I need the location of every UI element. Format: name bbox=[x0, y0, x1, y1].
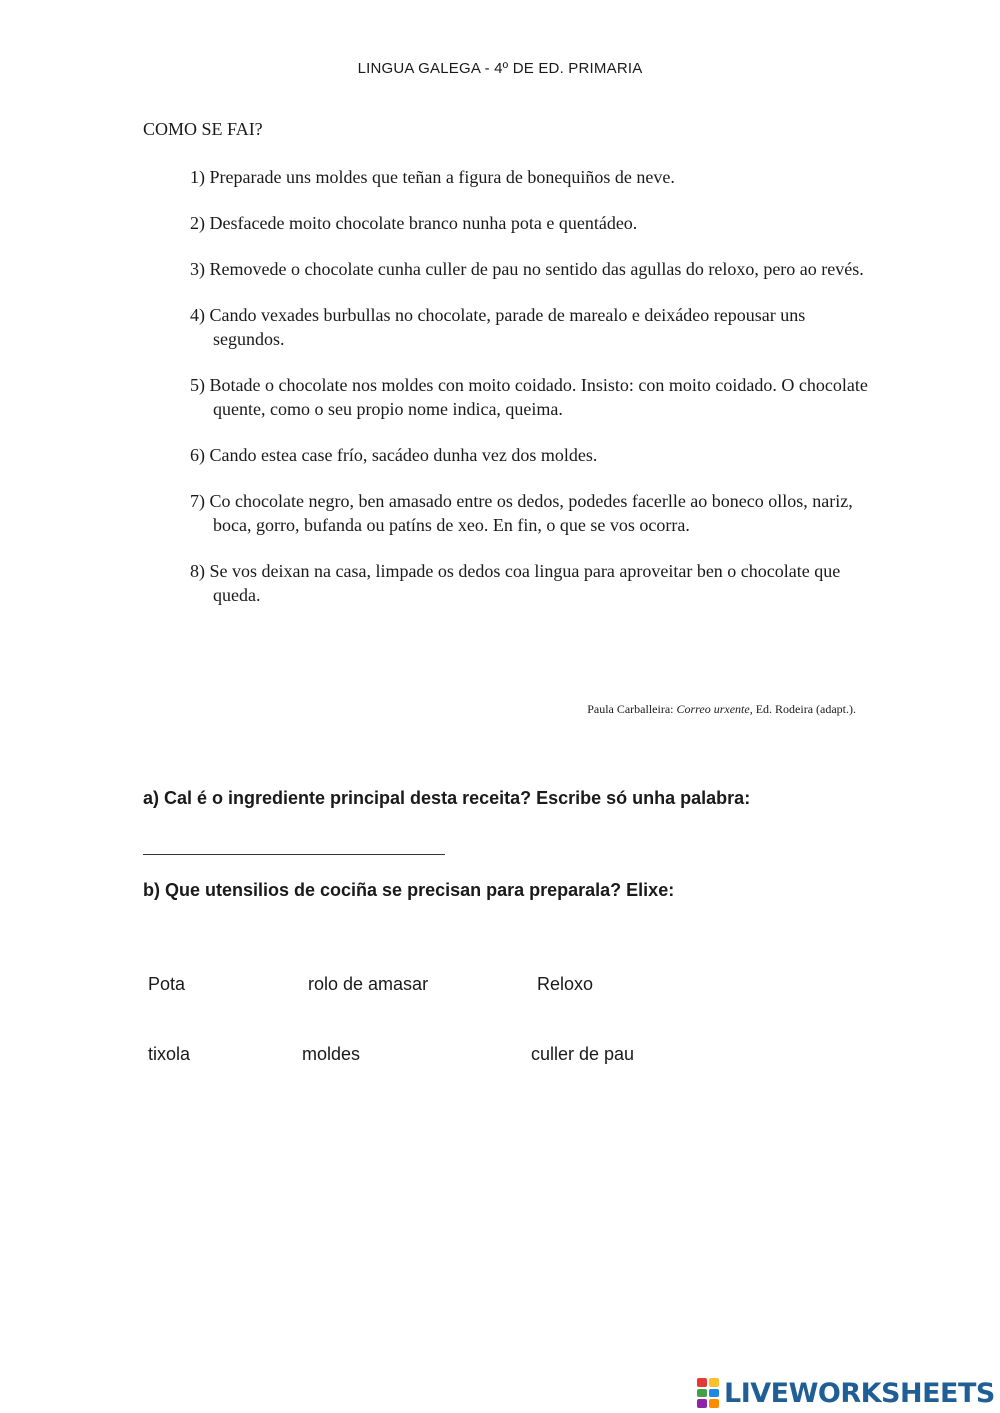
logo-tile bbox=[697, 1399, 707, 1408]
logo-tile bbox=[697, 1389, 707, 1398]
question-b: b) Que utensilios de cociña se precisan para preparala? Elixe: bbox=[143, 880, 675, 900]
citation-book: Correo urxente, bbox=[676, 702, 753, 716]
option-culler-de-pau[interactable]: culler de pau bbox=[531, 1044, 635, 1064]
page-header: LINGUA GALEGA - 4º DE ED. PRIMARIA bbox=[357, 60, 643, 77]
logo-tile bbox=[697, 1378, 707, 1387]
option-pota[interactable]: Pota bbox=[148, 974, 186, 994]
recipe-step: 4) Cando vexades burbullas no chocolate, parade de marealo e deixádeo repousar uns segundos. bbox=[190, 305, 806, 349]
source-citation bbox=[587, 702, 856, 717]
liveworksheets-brand bbox=[697, 1376, 995, 1410]
option-reloxo[interactable]: Reloxo bbox=[537, 974, 594, 994]
recipe-step: 3) Removede o chocolate cunha culler de pau no sentido das agullas do reloxo, pero ao revés. bbox=[190, 259, 864, 279]
recipe-step: 6) Cando estea case frío, sacádeo dunha vez dos moldes. bbox=[190, 445, 598, 465]
recipe-step: 5) Botade o chocolate nos moldes con moito coidado. Insisto: con moito coidado. O chocolate quente, como o seu propio nome indica, queima. bbox=[190, 375, 868, 419]
citation-author: Paula Carballeira: bbox=[587, 702, 677, 716]
brand-name: LIVEWORKSHEETS bbox=[724, 1377, 995, 1409]
liveworksheets-logo-icon bbox=[697, 1378, 719, 1408]
recipe-step: 1) Preparade uns moldes que teñan a figura de bonequiños de neve. bbox=[190, 167, 675, 187]
recipe-step: 8) Se vos deixan na casa, limpade os dedos coa lingua para aproveitar ben o chocolate que queda. bbox=[190, 561, 841, 605]
option-rolo-de-amasar[interactable]: rolo de amasar bbox=[308, 974, 429, 994]
logo-tile bbox=[709, 1378, 719, 1387]
citation-publisher: Ed. Rodeira (adapt.). bbox=[752, 702, 856, 716]
question-a: a) Cal é o ingrediente principal desta receita? Escribe só unha palabra: bbox=[143, 788, 751, 808]
option-moldes[interactable]: moldes bbox=[302, 1044, 361, 1064]
recipe-step: 2) Desfacede moito chocolate branco nunha pota e quentádeo. bbox=[190, 213, 638, 233]
answer-input-a[interactable] bbox=[143, 854, 445, 855]
logo-tile bbox=[709, 1389, 719, 1398]
section-title: COMO SE FAI? bbox=[143, 119, 263, 139]
recipe-step: 7) Co chocolate negro, ben amasado entre os dedos, podedes facerlle ao boneco ollos, nariz, boca, gorro, bufanda ou patíns de xeo. En fin, o que se vos ocorra. bbox=[190, 491, 853, 535]
option-tixola[interactable]: tixola bbox=[148, 1044, 191, 1064]
recipe-steps bbox=[190, 165, 880, 629]
logo-tile bbox=[709, 1399, 719, 1408]
